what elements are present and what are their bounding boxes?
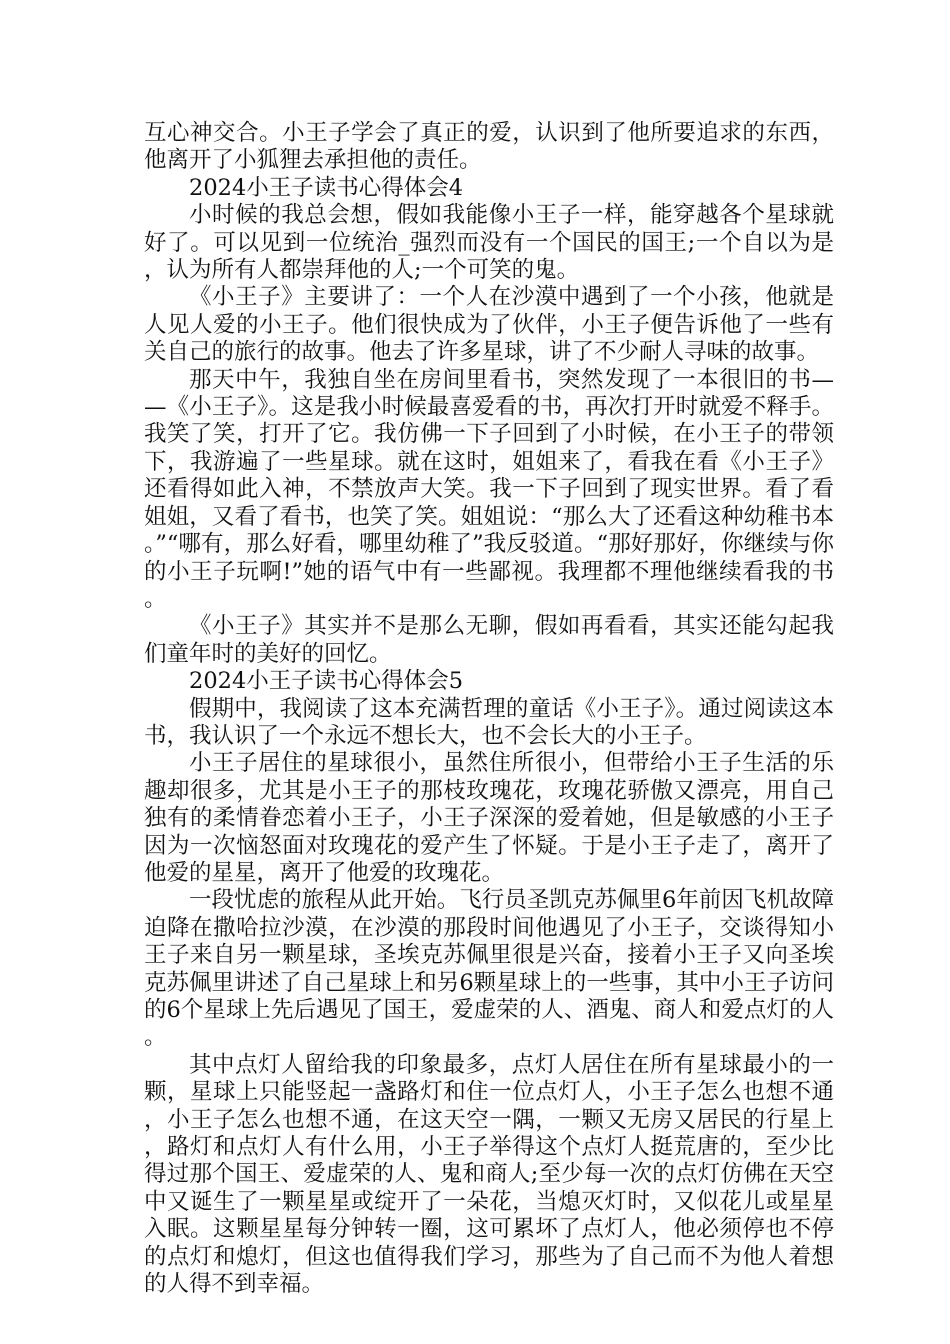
section-heading: 2024小王子读书心得体会5 <box>189 668 464 695</box>
paragraph: 那天中午，我独自坐在房间里看书，突然发现了一本很旧的书——《小王子》。这是我小时候最喜爱看的书，再次打开时就爱不释手。我笑了笑，打开了它。我仿佛一下子回到了小时候，在小王子的带领下，我游遍了一些星球。就在这时，姐姐来了，看我在看《小王子》还看得如此入神，不禁放声大笑。我一下子回到了现实世界。看了看姐姐，又看了看书，也笑了笑。姐姐说：“那么大了还看这种幼稚书本。”“哪有，那么好看，哪里幼稚了”我反驳道。“那好那好，你继续与你的小王子玩啊!”她的语气中有一些鄙视。我理都不理他继续看我的书。 <box>144 366 834 612</box>
document-page <box>144 120 834 1298</box>
section-heading: 2024小王子读书心得体会4 <box>189 174 464 201</box>
paragraph: 小王子居住的星球很小，虽然住所很小，但带给小王子生活的乐趣却很多，尤其是小王子的那枝玫瑰花，玫瑰花骄傲又漂亮，用自己独有的柔情眷恋着小王子，小王子深深的爱着她，但是敏感的小王子因为一次恼怒面对玫瑰花的爱产生了怀疑。于是小王子走了，离开了他爱的星星，离开了他爱的玫瑰花。 <box>144 750 834 886</box>
paragraph: 《小王子》主要讲了：一个人在沙漠中遇到了一个小孩，他就是人见人爱的小王子。他们很快成为了伙伴，小王子便告诉他了一些有关自己的旅行的故事。他去了许多星球，讲了不少耐人寻味的故事。 <box>144 284 834 366</box>
paragraph: 《小王子》其实并不是那么无聊，假如再看看，其实还能勾起我们童年时的美好的回忆。 <box>144 613 834 667</box>
paragraph-continued: 互心神交合。小王子学会了真正的爱，认识到了他所要追求的东西，他离开了小狐狸去承担他的责任。 <box>144 120 834 174</box>
paragraph: 一段忧虑的旅程从此开始。飞行员圣凯克苏佩里6年前因飞机故障迫降在撒哈拉沙漠，在沙漠的那段时间他遇见了小王子，交谈得知小王子来自另一颗星球，圣埃克苏佩里很是兴奋，接着小王子又向圣埃克苏佩里讲述了自己星球上和另6颗星球上的一些事，其中小王子访问的6个星球上先后遇见了国王，爱虚荣的人、酒鬼、商人和爱点灯的人。 <box>144 887 834 1051</box>
paragraph: 假期中，我阅读了这本充满哲理的童话《小王子》。通过阅读这本书，我认识了一个永远不想长大，也不会长大的小王子。 <box>144 695 834 749</box>
paragraph: 小时候的我总会想，假如我能像小王子一样，能穿越各个星球就好了。可以见到一位统治_强烈而没有一个国民的国王;一个自以为是，认为所有人都崇拜他的人;一个可笑的鬼。 <box>144 202 834 284</box>
paragraph: 其中点灯人留给我的印象最多，点灯人居住在所有星球最小的一颗，星球上只能竖起一盏路灯和住一位点灯人，小王子怎么也想不通，小王子怎么也想不通，在这天空一隅，一颗又无房又居民的行星上，路灯和点灯人有什么用，小王子举得这个点灯人挺荒唐的，至少比得过那个国王、爱虚荣的人、鬼和商人;至少每一次的点灯仿佛在天空中又诞生了一颗星星或绽开了一朵花，当熄灭灯时，又似花儿或星星入眠。这颗星星每分钟转一圈，这可累坏了点灯人，他必须停也不停的点灯和熄灯，但这也值得我们学习，那些为了自己而不为他人着想的人得不到幸福。 <box>144 1051 834 1298</box>
